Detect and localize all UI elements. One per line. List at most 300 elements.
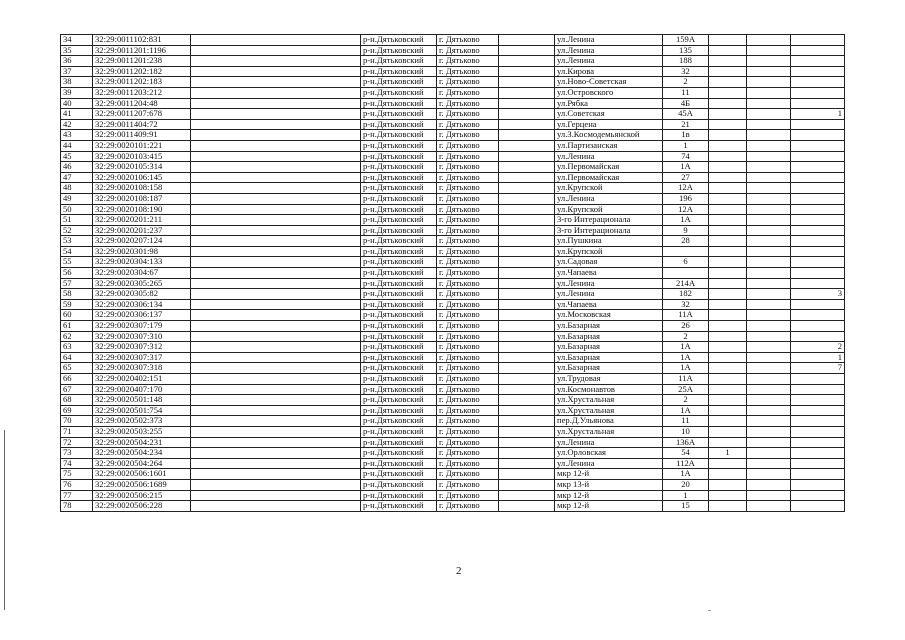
district: р-н.Дятьковский xyxy=(361,331,437,342)
blank-column-2 xyxy=(499,172,555,183)
cadastral-number: 32:29:0020304:67 xyxy=(93,268,191,279)
extra-column-1 xyxy=(709,77,747,88)
cadastral-number: 32:29:0020106:145 xyxy=(93,172,191,183)
extra-column-3 xyxy=(791,299,845,310)
extra-column-2 xyxy=(747,172,791,183)
cadastral-table xyxy=(60,34,845,512)
district: р-н.Дятьковский xyxy=(361,448,437,459)
city: г. Дятьково xyxy=(437,331,499,342)
blank-column-2 xyxy=(499,331,555,342)
district: р-н.Дятьковский xyxy=(361,363,437,374)
extra-column-3 xyxy=(791,310,845,321)
house-number: 2 xyxy=(663,395,709,406)
blank-column-2 xyxy=(499,458,555,469)
extra-column-2 xyxy=(747,119,791,130)
blank-column-2 xyxy=(499,193,555,204)
extra-column-1 xyxy=(709,236,747,247)
table-row xyxy=(61,374,845,385)
city: г. Дятьково xyxy=(437,278,499,289)
city: г. Дятьково xyxy=(437,140,499,151)
city: г. Дятьково xyxy=(437,151,499,162)
house-number: 12А xyxy=(663,183,709,194)
cadastral-number: 32:29:0020307:318 xyxy=(93,363,191,374)
blank-column-2 xyxy=(499,448,555,459)
extra-column-1 xyxy=(709,268,747,279)
extra-column-2 xyxy=(747,469,791,480)
blank-column xyxy=(191,374,361,385)
blank-column xyxy=(191,437,361,448)
street: ул.Ленина xyxy=(555,278,663,289)
blank-column-2 xyxy=(499,98,555,109)
city: г. Дятьково xyxy=(437,416,499,427)
extra-column-2 xyxy=(747,98,791,109)
street: ул.Кирова xyxy=(555,66,663,77)
extra-column-1 xyxy=(709,321,747,332)
extra-column-2 xyxy=(747,448,791,459)
extra-column-1 xyxy=(709,363,747,374)
street: ул.Базарная xyxy=(555,331,663,342)
table-row xyxy=(61,56,845,67)
city: г. Дятьково xyxy=(437,162,499,173)
extra-column-1 xyxy=(709,331,747,342)
row-number: 38 xyxy=(61,77,93,88)
blank-column xyxy=(191,119,361,130)
house-number: 196 xyxy=(663,193,709,204)
extra-column-1 xyxy=(709,469,747,480)
extra-column-1 xyxy=(709,109,747,120)
city: г. Дятьково xyxy=(437,268,499,279)
street: ул.Первомайская xyxy=(555,162,663,173)
table-row xyxy=(61,162,845,173)
cadastral-number: 32:29:0020307:317 xyxy=(93,352,191,363)
district: р-н.Дятьковский xyxy=(361,109,437,120)
extra-column-3 xyxy=(791,204,845,215)
blank-column xyxy=(191,363,361,374)
blank-column xyxy=(191,172,361,183)
extra-column-3 xyxy=(791,416,845,427)
cadastral-number: 32:29:0020105:314 xyxy=(93,162,191,173)
blank-column-2 xyxy=(499,268,555,279)
row-number: 67 xyxy=(61,384,93,395)
house-number: 45А xyxy=(663,109,709,120)
extra-column-1 xyxy=(709,246,747,257)
district: р-н.Дятьковский xyxy=(361,77,437,88)
house-number: 32 xyxy=(663,66,709,77)
city: г. Дятьково xyxy=(437,119,499,130)
street: ул.Крупской xyxy=(555,183,663,194)
blank-column xyxy=(191,130,361,141)
cadastral-number: 32:29:0020407:170 xyxy=(93,384,191,395)
extra-column-2 xyxy=(747,426,791,437)
table-row xyxy=(61,151,845,162)
extra-column-3 xyxy=(791,469,845,480)
extra-column-3 xyxy=(791,215,845,226)
house-number: 1А xyxy=(663,162,709,173)
extra-column-1 xyxy=(709,193,747,204)
cadastral-number: 32:29:0020506:1689 xyxy=(93,479,191,490)
table-row xyxy=(61,66,845,77)
blank-column xyxy=(191,501,361,512)
blank-column-2 xyxy=(499,469,555,480)
house-number: 135 xyxy=(663,45,709,56)
page-number: 2 xyxy=(456,565,462,577)
district: р-н.Дятьковский xyxy=(361,66,437,77)
row-number: 45 xyxy=(61,151,93,162)
row-number: 73 xyxy=(61,448,93,459)
row-number: 52 xyxy=(61,225,93,236)
district: р-н.Дятьковский xyxy=(361,246,437,257)
table-row xyxy=(61,437,845,448)
blank-column xyxy=(191,416,361,427)
house-number: 26 xyxy=(663,321,709,332)
house-number: 159А xyxy=(663,35,709,46)
extra-column-2 xyxy=(747,363,791,374)
extra-column-2 xyxy=(747,342,791,353)
table-row xyxy=(61,289,845,300)
city: г. Дятьково xyxy=(437,215,499,226)
cadastral-number: 32:29:0020502:373 xyxy=(93,416,191,427)
cadastral-number: 32:29:0020504:234 xyxy=(93,448,191,459)
table-row xyxy=(61,395,845,406)
cadastral-number: 32:29:0020108:158 xyxy=(93,183,191,194)
extra-column-3 xyxy=(791,183,845,194)
extra-column-2 xyxy=(747,501,791,512)
row-number: 40 xyxy=(61,98,93,109)
house-number: 4Б xyxy=(663,98,709,109)
district: р-н.Дятьковский xyxy=(361,98,437,109)
row-number: 34 xyxy=(61,35,93,46)
district: р-н.Дятьковский xyxy=(361,405,437,416)
extra-column-3 xyxy=(791,225,845,236)
blank-column-2 xyxy=(499,246,555,257)
house-number: 11А xyxy=(663,310,709,321)
extra-column-1 xyxy=(709,130,747,141)
extra-column-1 xyxy=(709,289,747,300)
extra-column-3 xyxy=(791,87,845,98)
street: пер.Д.Ульянова xyxy=(555,416,663,427)
street: ул.Московская xyxy=(555,310,663,321)
street: ул.Хрустальная xyxy=(555,405,663,416)
blank-column xyxy=(191,225,361,236)
extra-column-3: 2 xyxy=(791,342,845,353)
street: мкр 12-й xyxy=(555,469,663,480)
table-row xyxy=(61,215,845,226)
blank-column xyxy=(191,321,361,332)
extra-column-3 xyxy=(791,448,845,459)
blank-column xyxy=(191,268,361,279)
house-number: 1 xyxy=(663,140,709,151)
extra-column-3 xyxy=(791,66,845,77)
district: р-н.Дятьковский xyxy=(361,193,437,204)
blank-column xyxy=(191,384,361,395)
blank-column-2 xyxy=(499,35,555,46)
extra-column-3 xyxy=(791,278,845,289)
city: г. Дятьково xyxy=(437,490,499,501)
house-number: 2 xyxy=(663,331,709,342)
blank-column xyxy=(191,352,361,363)
cadastral-number: 32:29:0020305:265 xyxy=(93,278,191,289)
extra-column-1 xyxy=(709,204,747,215)
extra-column-2 xyxy=(747,289,791,300)
row-number: 35 xyxy=(61,45,93,56)
cadastral-number: 32:29:0020101:221 xyxy=(93,140,191,151)
blank-column-2 xyxy=(499,395,555,406)
house-number: 11А xyxy=(663,374,709,385)
district: р-н.Дятьковский xyxy=(361,140,437,151)
table-row xyxy=(61,501,845,512)
district: р-н.Дятьковский xyxy=(361,162,437,173)
extra-column-1 xyxy=(709,384,747,395)
district: р-н.Дятьковский xyxy=(361,352,437,363)
cadastral-number: 32:29:0011202:182 xyxy=(93,66,191,77)
extra-column-3 xyxy=(791,151,845,162)
blank-column-2 xyxy=(499,374,555,385)
extra-column-3 xyxy=(791,501,845,512)
extra-column-3 xyxy=(791,437,845,448)
row-number: 65 xyxy=(61,363,93,374)
table-row xyxy=(61,448,845,459)
row-number: 70 xyxy=(61,416,93,427)
blank-column-2 xyxy=(499,501,555,512)
row-number: 76 xyxy=(61,479,93,490)
blank-column-2 xyxy=(499,416,555,427)
city: г. Дятьково xyxy=(437,469,499,480)
extra-column-2 xyxy=(747,490,791,501)
extra-column-2 xyxy=(747,35,791,46)
street: ул.Ленина xyxy=(555,35,663,46)
street: ул.Ново-Советская xyxy=(555,77,663,88)
blank-column xyxy=(191,299,361,310)
cadastral-number: 32:29:0011201:238 xyxy=(93,56,191,67)
district: р-н.Дятьковский xyxy=(361,458,437,469)
blank-column xyxy=(191,278,361,289)
district: р-н.Дятьковский xyxy=(361,490,437,501)
city: г. Дятьково xyxy=(437,395,499,406)
cadastral-number: 32:29:0011204:48 xyxy=(93,98,191,109)
extra-column-2 xyxy=(747,479,791,490)
extra-column-2 xyxy=(747,77,791,88)
table-row xyxy=(61,246,845,257)
district: р-н.Дятьковский xyxy=(361,299,437,310)
blank-column xyxy=(191,405,361,416)
house-number: 28 xyxy=(663,236,709,247)
extra-column-2 xyxy=(747,193,791,204)
blank-column xyxy=(191,45,361,56)
cadastral-number: 32:29:0020306:134 xyxy=(93,299,191,310)
document-table-sheet xyxy=(60,34,845,512)
extra-column-2 xyxy=(747,384,791,395)
house-number: 1в xyxy=(663,130,709,141)
extra-column-1 xyxy=(709,437,747,448)
street: ул.Крупской xyxy=(555,246,663,257)
extra-column-2 xyxy=(747,310,791,321)
row-number: 37 xyxy=(61,66,93,77)
extra-column-2 xyxy=(747,45,791,56)
street: ул.Базарная xyxy=(555,342,663,353)
house-number: 1А xyxy=(663,342,709,353)
house-number: 11 xyxy=(663,416,709,427)
house-number: 1А xyxy=(663,352,709,363)
extra-column-3 xyxy=(791,479,845,490)
cadastral-number: 32:29:0011201:1196 xyxy=(93,45,191,56)
blank-column-2 xyxy=(499,384,555,395)
blank-column-2 xyxy=(499,278,555,289)
blank-column xyxy=(191,469,361,480)
city: г. Дятьково xyxy=(437,172,499,183)
row-number: 50 xyxy=(61,204,93,215)
blank-column xyxy=(191,109,361,120)
extra-column-1 xyxy=(709,352,747,363)
house-number: 1А xyxy=(663,363,709,374)
district: р-н.Дятьковский xyxy=(361,437,437,448)
extra-column-3 xyxy=(791,458,845,469)
row-number: 49 xyxy=(61,193,93,204)
house-number: 1А xyxy=(663,215,709,226)
blank-column-2 xyxy=(499,204,555,215)
extra-column-1 xyxy=(709,35,747,46)
cadastral-number: 32:29:0020307:312 xyxy=(93,342,191,353)
blank-column-2 xyxy=(499,321,555,332)
row-number: 53 xyxy=(61,236,93,247)
city: г. Дятьково xyxy=(437,87,499,98)
city: г. Дятьково xyxy=(437,405,499,416)
extra-column-3 xyxy=(791,35,845,46)
cadastral-number: 32:29:0020306:137 xyxy=(93,310,191,321)
district: р-н.Дятьковский xyxy=(361,289,437,300)
cadastral-number: 32:29:0020201:237 xyxy=(93,225,191,236)
blank-column xyxy=(191,289,361,300)
extra-column-1 xyxy=(709,310,747,321)
cadastral-number: 32:29:0020506:215 xyxy=(93,490,191,501)
cadastral-number: 32:29:0020307:310 xyxy=(93,331,191,342)
cadastral-number: 32:29:0020506:228 xyxy=(93,501,191,512)
blank-column xyxy=(191,204,361,215)
table-row xyxy=(61,458,845,469)
table-row xyxy=(61,363,845,374)
street: ул.Космонавтов xyxy=(555,384,663,395)
cadastral-number: 32:29:0020307:179 xyxy=(93,321,191,332)
extra-column-2 xyxy=(747,321,791,332)
district: р-н.Дятьковский xyxy=(361,278,437,289)
cadastral-number: 32:29:0011207:678 xyxy=(93,109,191,120)
blank-column xyxy=(191,56,361,67)
house-number: 54 xyxy=(663,448,709,459)
extra-column-1 xyxy=(709,416,747,427)
blank-column-2 xyxy=(499,437,555,448)
cadastral-number: 32:29:0020501:754 xyxy=(93,405,191,416)
blank-column xyxy=(191,140,361,151)
table-row xyxy=(61,469,845,480)
extra-column-2 xyxy=(747,87,791,98)
district: р-н.Дятьковский xyxy=(361,310,437,321)
cadastral-number: 32:29:0020501:148 xyxy=(93,395,191,406)
street: 3-го Интерационала xyxy=(555,215,663,226)
house-number: 10 xyxy=(663,426,709,437)
blank-column-2 xyxy=(499,87,555,98)
street: ул.Крупской xyxy=(555,204,663,215)
extra-column-1 xyxy=(709,172,747,183)
blank-column xyxy=(191,98,361,109)
extra-column-1 xyxy=(709,45,747,56)
extra-column-3 xyxy=(791,236,845,247)
district: р-н.Дятьковский xyxy=(361,56,437,67)
extra-column-1 xyxy=(709,426,747,437)
table-row xyxy=(61,236,845,247)
table-row xyxy=(61,331,845,342)
row-number: 66 xyxy=(61,374,93,385)
district: р-н.Дятьковский xyxy=(361,416,437,427)
extra-column-2 xyxy=(747,225,791,236)
extra-column-2 xyxy=(747,416,791,427)
house-number xyxy=(663,246,709,257)
extra-column-2 xyxy=(747,268,791,279)
extra-column-1 xyxy=(709,299,747,310)
city: г. Дятьково xyxy=(437,501,499,512)
district: р-н.Дятьковский xyxy=(361,479,437,490)
row-number: 41 xyxy=(61,109,93,120)
extra-column-3 xyxy=(791,172,845,183)
table-row xyxy=(61,193,845,204)
table-row xyxy=(61,98,845,109)
cadastral-number: 32:29:0011409:91 xyxy=(93,130,191,141)
row-number: 36 xyxy=(61,56,93,67)
blank-column xyxy=(191,342,361,353)
cadastral-number: 32:29:0011202:183 xyxy=(93,77,191,88)
extra-column-2 xyxy=(747,246,791,257)
city: г. Дятьково xyxy=(437,257,499,268)
row-number: 55 xyxy=(61,257,93,268)
street: ул.Ленина xyxy=(555,56,663,67)
street: ул.Ленина xyxy=(555,437,663,448)
city: г. Дятьково xyxy=(437,236,499,247)
blank-column xyxy=(191,183,361,194)
extra-column-1 xyxy=(709,151,747,162)
cadastral-number: 32:29:0020305:82 xyxy=(93,289,191,300)
extra-column-3: 3 xyxy=(791,289,845,300)
extra-column-3 xyxy=(791,193,845,204)
extra-column-2 xyxy=(747,151,791,162)
extra-column-3 xyxy=(791,490,845,501)
extra-column-1 xyxy=(709,225,747,236)
street: ул.Ленина xyxy=(555,193,663,204)
table-row xyxy=(61,87,845,98)
city: г. Дятьково xyxy=(437,225,499,236)
row-number: 75 xyxy=(61,469,93,480)
extra-column-2 xyxy=(747,236,791,247)
extra-column-2 xyxy=(747,374,791,385)
row-number: 54 xyxy=(61,246,93,257)
extra-column-2 xyxy=(747,299,791,310)
extra-column-2 xyxy=(747,278,791,289)
cadastral-number: 32:29:0011102:831 xyxy=(93,35,191,46)
street: ул.Партизанская xyxy=(555,140,663,151)
scan-artifact xyxy=(708,610,711,611)
row-number: 78 xyxy=(61,501,93,512)
row-number: 69 xyxy=(61,405,93,416)
extra-column-3: 1 xyxy=(791,352,845,363)
blank-column xyxy=(191,193,361,204)
city: г. Дятьково xyxy=(437,479,499,490)
district: р-н.Дятьковский xyxy=(361,183,437,194)
extra-column-1 xyxy=(709,395,747,406)
blank-column-2 xyxy=(499,310,555,321)
blank-column-2 xyxy=(499,162,555,173)
street: ул.Чапаева xyxy=(555,299,663,310)
city: г. Дятьково xyxy=(437,56,499,67)
city: г. Дятьково xyxy=(437,374,499,385)
blank-column xyxy=(191,215,361,226)
city: г. Дятьково xyxy=(437,98,499,109)
